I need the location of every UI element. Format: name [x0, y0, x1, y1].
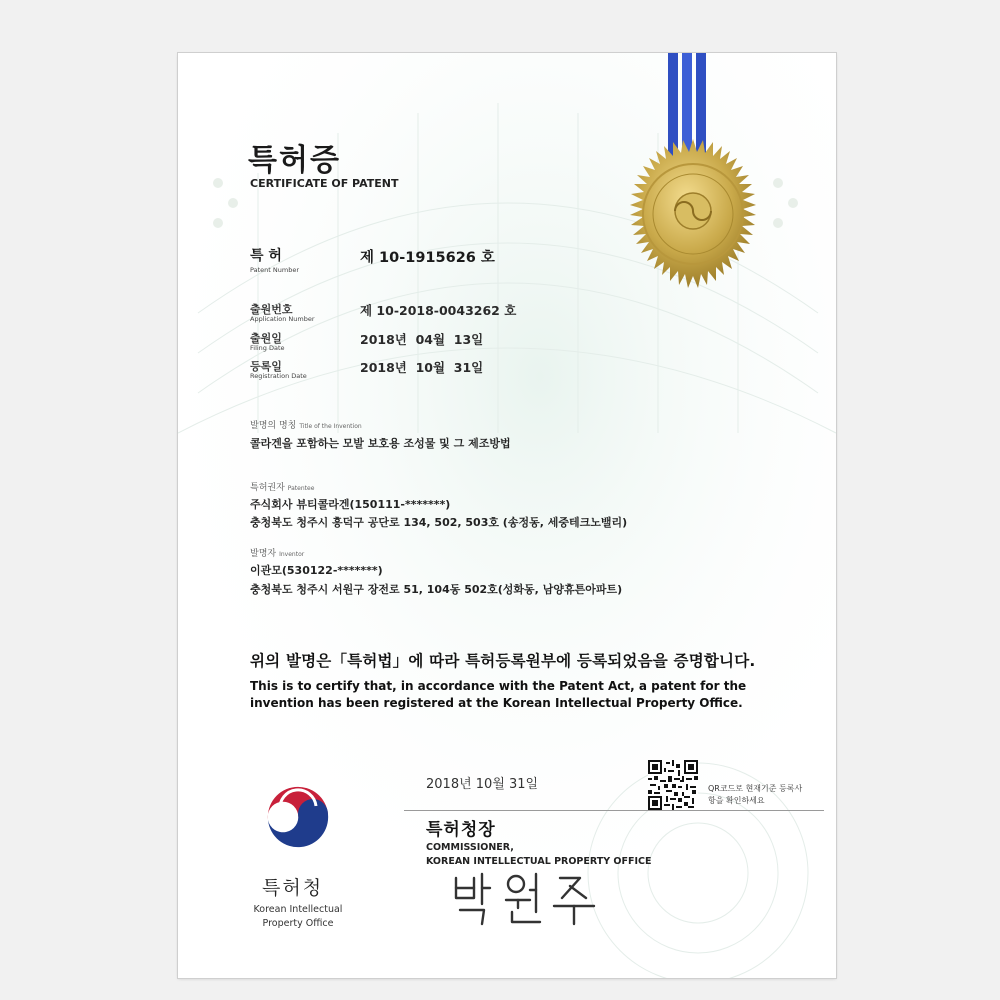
- certificate-title-en: CERTIFICATE OF PATENT: [250, 177, 399, 190]
- divider-line: [404, 810, 824, 811]
- commissioner-title-en: [426, 841, 651, 869]
- certification-statement-ko: 위의 발명은「특허법」에 따라 특허등록원부에 등록되었음을 증명합니다.: [250, 652, 756, 670]
- certificate-title: 특허증: [248, 143, 341, 178]
- registration-date-value: 2018년 10월 31일: [360, 360, 484, 375]
- invention-title-label-ko: 발명의 명칭: [250, 421, 297, 431]
- patent-number-label: 특 허: [250, 248, 282, 264]
- registration-date-label-en: Registration Date: [250, 372, 307, 380]
- issue-date: 2018년 10월 31일: [426, 777, 539, 792]
- office-name-en: Korean Intellectual Property Office: [253, 904, 343, 929]
- handwritten-signature: [448, 868, 608, 928]
- qr-note: QR코드로 현재기준 등록사항을 확인하세요: [708, 784, 803, 805]
- filing-date-label: 출원일: [250, 332, 282, 345]
- taegeuk-logo-icon: [262, 780, 334, 852]
- inventor-label-ko: 발명자: [250, 549, 277, 559]
- certification-statement-en: This is to certify that, in accordance with the Patent Act, a patent for the invention has been registered at the Korean Intellectual Property Office.: [250, 679, 747, 710]
- office-name: 특허청: [262, 877, 324, 899]
- qr-code-icon: [648, 760, 698, 810]
- patentee-label-ko: 특허권자: [250, 483, 285, 493]
- patent-number-label-en: Patent Number: [250, 266, 300, 274]
- application-number-label: 출원번호: [250, 303, 293, 316]
- application-number-label-en: Application Number: [250, 315, 315, 323]
- patentee-label: [250, 480, 314, 493]
- inventor-name: 이관모(530122-*******): [250, 564, 383, 577]
- filing-date-value: 2018년 04월 13일: [360, 332, 484, 347]
- commissioner-title: 특허청장: [426, 820, 496, 840]
- invention-title-label-en: Title of the Invention: [299, 423, 362, 430]
- application-number-value: 제 10-2018-0043262 호: [360, 303, 517, 318]
- certificate-document: [178, 53, 836, 978]
- commissioner-title-en-line1: COMMISSIONER,: [426, 842, 514, 853]
- patentee-label-en: Patentee: [287, 485, 315, 492]
- filing-date-label-en: Filing Date: [250, 344, 285, 352]
- patentee-address: 충청북도 청주시 흥덕구 공단로 134, 502, 503호 (송정동, 세중테크노밸리): [250, 516, 628, 529]
- inventor-label-en: Inventor: [279, 551, 305, 558]
- invention-title-value: 콜라겐을 포함하는 모발 보호용 조성물 및 그 제조방법: [250, 437, 511, 450]
- invention-title-label: [250, 418, 362, 431]
- inventor-address: 충청북도 청주시 서원구 장전로 51, 104동 502호(성화동, 남양휴튼아파트): [250, 583, 623, 596]
- patentee-name: 주식회사 뷰티콜라겐(150111-*******): [250, 498, 451, 511]
- gold-seal-icon: [610, 139, 776, 305]
- patent-number-value: 제 10-1915626 호: [360, 250, 495, 266]
- registration-date-label: 등록일: [250, 360, 282, 373]
- commissioner-title-en-line2: KOREAN INTELLECTUAL PROPERTY OFFICE: [426, 856, 652, 867]
- inventor-label: [250, 546, 304, 559]
